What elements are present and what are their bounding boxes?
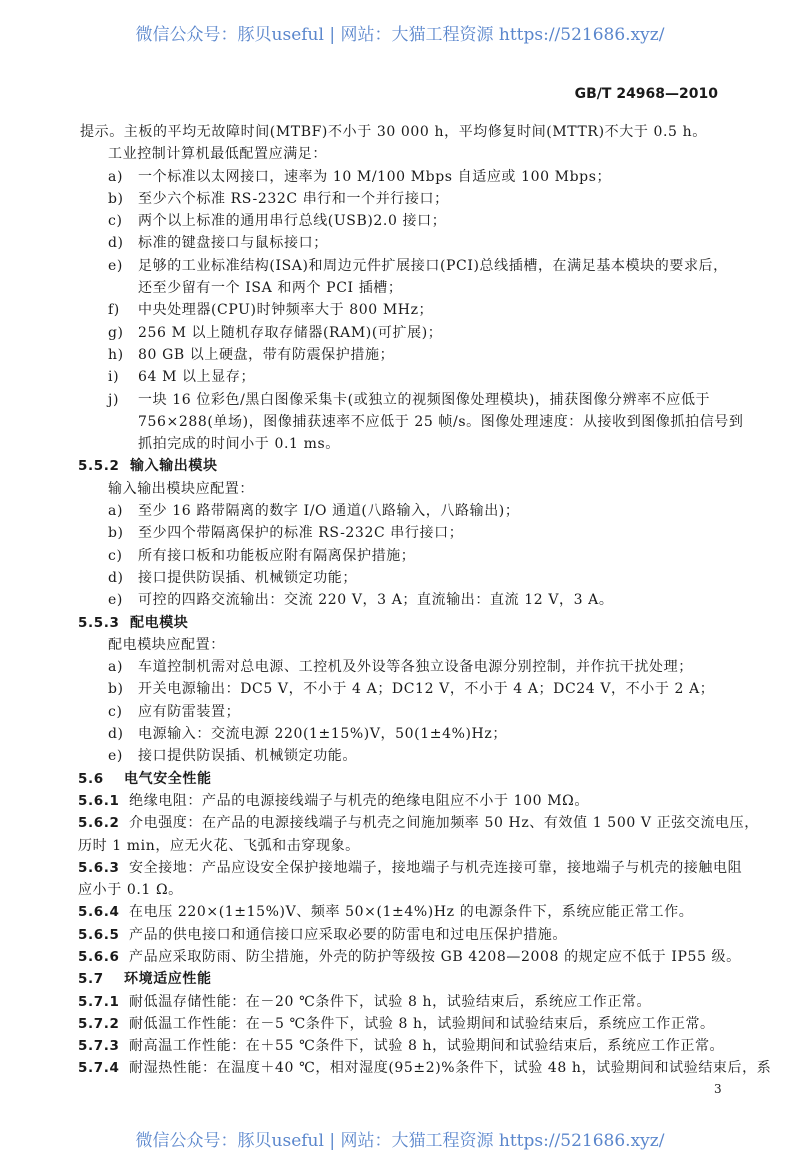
list-item: [0, 166, 800, 188]
clause-line: [0, 901, 800, 923]
list-item-label: b): [108, 525, 124, 542]
line-text: 耐低温工作性能：在－5 ℃条件下，试验 8 h，试验期间和试验结束后，系统应工作正常。: [129, 1015, 715, 1032]
line-text: 抓拍完成的时间小于 0.1 ms。: [138, 436, 340, 453]
list-item: [0, 366, 800, 388]
line-text: 安全接地：产品应设安全保护接地端子，接地端子与机壳连接可靠，接地端子与机壳的接触电阻: [129, 859, 743, 876]
standard-number: GB/T 24968—2010: [574, 86, 718, 102]
line-text: 至少六个标准 RS-232C 串行和一个并行接口；: [138, 190, 449, 207]
line-text: 所有接口板和功能板应附有隔离保护措施；: [138, 547, 416, 564]
list-item: [0, 678, 800, 700]
line-text: 电气安全性能: [124, 770, 212, 787]
line-text: 一个标准以太网接口，速率为 10 M/100 Mbps 自适应或 100 Mbps；: [138, 168, 612, 185]
line-text: 两个以上标准的通用串行总线(USB)2.0 接口；: [138, 213, 447, 230]
clause-line: [0, 991, 800, 1013]
clause-number: 5.6.6: [78, 948, 120, 965]
line-text: 至少 16 路带隔离的数字 I/O 通道(八路输入，八路输出)；: [138, 503, 520, 520]
list-item-label: g): [108, 324, 124, 341]
line-text: 配电模块应配置：: [108, 636, 225, 653]
line-text: 756×288(单场)，图像捕获速率不应低于 25 帧/s。图像处理速度：从接收到图像抓拍信号到: [138, 413, 744, 430]
line-text: 应有防雷装置；: [138, 703, 241, 720]
list-item-label: a): [108, 659, 124, 676]
clause-number: 5.6.3: [78, 859, 120, 876]
section-heading: [0, 768, 800, 790]
list-item: [0, 188, 800, 210]
clause-number: 5.7.2: [78, 1015, 120, 1032]
paragraph-line: [0, 478, 800, 500]
line-text: 一块 16 位彩色/黑白图像采集卡(或独立的视频图像处理模块)，捕获图像分辨率不应低于: [138, 391, 711, 408]
line-text: 配电模块: [130, 614, 189, 631]
line-text: 应小于 0.1 Ω。: [78, 882, 183, 899]
document-body: [0, 121, 800, 1080]
list-item: [0, 589, 800, 611]
list-item-label: b): [108, 681, 124, 698]
line-text: 256 M 以上随机存取存储器(RAM)(可扩展)；: [138, 324, 443, 341]
clause-number: 5.6.5: [78, 926, 120, 943]
line-text: 环境适应性能: [124, 971, 212, 988]
list-item: [0, 344, 800, 366]
section-heading: [0, 968, 800, 990]
line-text: 历时 1 min，应无火花、飞弧和击穿现象。: [78, 837, 360, 854]
clause-number: 5.7.4: [78, 1060, 120, 1077]
line-text: 绝缘电阻：产品的电源接线端子与机壳的绝缘电阻应不小于 100 MΩ。: [129, 792, 589, 809]
list-item: [0, 433, 800, 455]
list-item-label: f): [108, 302, 120, 319]
line-text: 接口提供防误插、机械锁定功能。: [138, 748, 357, 765]
line-text: 开关电源输出：DC5 V，不小于 4 A；DC12 V，不小于 4 A；DC24 V，不小于 2 A；: [138, 681, 715, 698]
list-item-label: i): [108, 369, 120, 386]
list-item: [0, 232, 800, 254]
clause-line: [0, 857, 800, 879]
list-item: [0, 322, 800, 344]
list-item-label: a): [108, 503, 124, 520]
clause-line: [0, 1013, 800, 1035]
list-item: [0, 389, 800, 411]
line-text: 至少四个带隔离保护的标准 RS-232C 串行接口；: [138, 525, 464, 542]
list-item: [0, 701, 800, 723]
continuation-line: [0, 835, 800, 857]
line-text: 输入输出模块: [130, 458, 218, 475]
continuation-line: [0, 879, 800, 901]
list-item-label: h): [108, 346, 124, 363]
list-item-label: d): [108, 569, 124, 586]
list-item-label: c): [108, 547, 123, 564]
paragraph-line: [0, 634, 800, 656]
list-item-label: e): [108, 592, 123, 609]
line-text: 耐湿热性能：在温度＋40 ℃，相对湿度(95±2)%条件下，试验 48 h，试验期间和试验结束后，系: [129, 1060, 772, 1077]
list-item: [0, 500, 800, 522]
clause-line: [0, 924, 800, 946]
list-item: [0, 411, 800, 433]
line-text: 介电强度：在产品的电源接线端子与机壳之间施加频率 50 Hz、有效值 1 500 V 正弦交流电压，: [129, 815, 759, 832]
line-text: 耐低温存储性能：在－20 ℃条件下，试验 8 h，试验结束后，系统应工作正常。: [129, 993, 652, 1010]
line-text: 80 GB 以上硬盘，带有防震保护措施；: [138, 346, 395, 363]
clause-line: [0, 1035, 800, 1057]
list-item-label: d): [108, 235, 124, 252]
list-item-label: e): [108, 257, 123, 274]
line-text: 耐高温工作性能：在＋55 ℃条件下，试验 8 h，试验期间和试验结束后，系统应工作正常。: [129, 1038, 725, 1055]
list-item: [0, 277, 800, 299]
clause-number: 5.7.1: [78, 993, 120, 1010]
watermark-bottom: 微信公众号：豚贝useful | 网站：大猫工程资源 https://521686.xyz/: [135, 1131, 665, 1151]
line-text: 可控的四路交流输出：交流 220 V，3 A；直流输出：直流 12 V，3 A。: [138, 592, 614, 609]
line-text: 64 M 以上显存；: [138, 369, 256, 386]
note-line: [0, 121, 800, 143]
list-item-label: c): [108, 213, 123, 230]
list-item: [0, 567, 800, 589]
line-text: 足够的工业标准结构(ISA)和周边元件扩展接口(PCI)总线插槽，在满足基本模块的要求后，: [138, 257, 728, 274]
section-heading: [0, 612, 800, 634]
clause-number: 5.5.2: [78, 458, 120, 475]
line-text: 还至少留有一个 ISA 和两个 PCI 插槽；: [138, 280, 403, 297]
line-text: 产品的供电接口和通信接口应采取必要的防雷电和过电压保护措施。: [129, 926, 567, 943]
watermark-top: 微信公众号：豚贝useful | 网站：大猫工程资源 https://521686.xyz/: [135, 25, 665, 45]
page-number: 3: [714, 1082, 722, 1096]
line-text: 中央处理器(CPU)时钟频率大于 800 MHz；: [138, 302, 434, 319]
clause-number: 5.7.3: [78, 1038, 120, 1055]
paragraph-line: [0, 143, 800, 165]
line-text: 提示。主板的平均无故障时间(MTBF)不小于 30 000 h，平均修复时间(MTTR)不大于 0.5 h。: [80, 124, 707, 140]
clause-number: 5.6.1: [78, 792, 120, 809]
list-item: [0, 656, 800, 678]
section-heading: [0, 455, 800, 477]
line-text: 工业控制计算机最低配置应满足：: [108, 146, 327, 163]
list-item-label: c): [108, 703, 123, 720]
list-item-label: a): [108, 168, 124, 185]
clause-line: [0, 946, 800, 968]
clause-line: [0, 790, 800, 812]
clause-number: 5.6: [78, 770, 104, 787]
list-item-label: d): [108, 726, 124, 743]
clause-number: 5.6.4: [78, 904, 120, 921]
clause-number: 5.6.2: [78, 815, 120, 832]
line-text: 产品应采取防雨、防尘措施，外壳的防护等级按 GB 4208—2008 的规定应不低于 IP55 级。: [129, 948, 741, 965]
line-text: 接口提供防误插、机械锁定功能；: [138, 569, 357, 586]
list-item: [0, 745, 800, 767]
line-text: 在电压 220×(1±15%)V、频率 50×(1±4%)Hz 的电源条件下，系统应能正常工作。: [129, 904, 694, 921]
clause-number: 5.5.3: [78, 614, 120, 631]
list-item: [0, 723, 800, 745]
list-item: [0, 522, 800, 544]
line-text: 输入输出模块应配置：: [108, 480, 254, 497]
clause-line: [0, 1057, 800, 1079]
line-text: 车道控制机需对总电源、工控机及外设等各独立设备电源分别控制，并作抗干扰处理；: [138, 659, 693, 676]
clause-line: [0, 812, 800, 834]
line-text: 标准的键盘接口与鼠标接口；: [138, 235, 328, 252]
list-item-label: b): [108, 190, 124, 207]
list-item: [0, 255, 800, 277]
list-item-label: e): [108, 748, 123, 765]
clause-number: 5.7: [78, 971, 104, 988]
list-item-label: j): [108, 391, 120, 408]
list-item: [0, 210, 800, 232]
list-item: [0, 299, 800, 321]
line-text: 电源输入：交流电源 220(1±15%)V，50(1±4%)Hz；: [138, 726, 507, 743]
list-item: [0, 545, 800, 567]
